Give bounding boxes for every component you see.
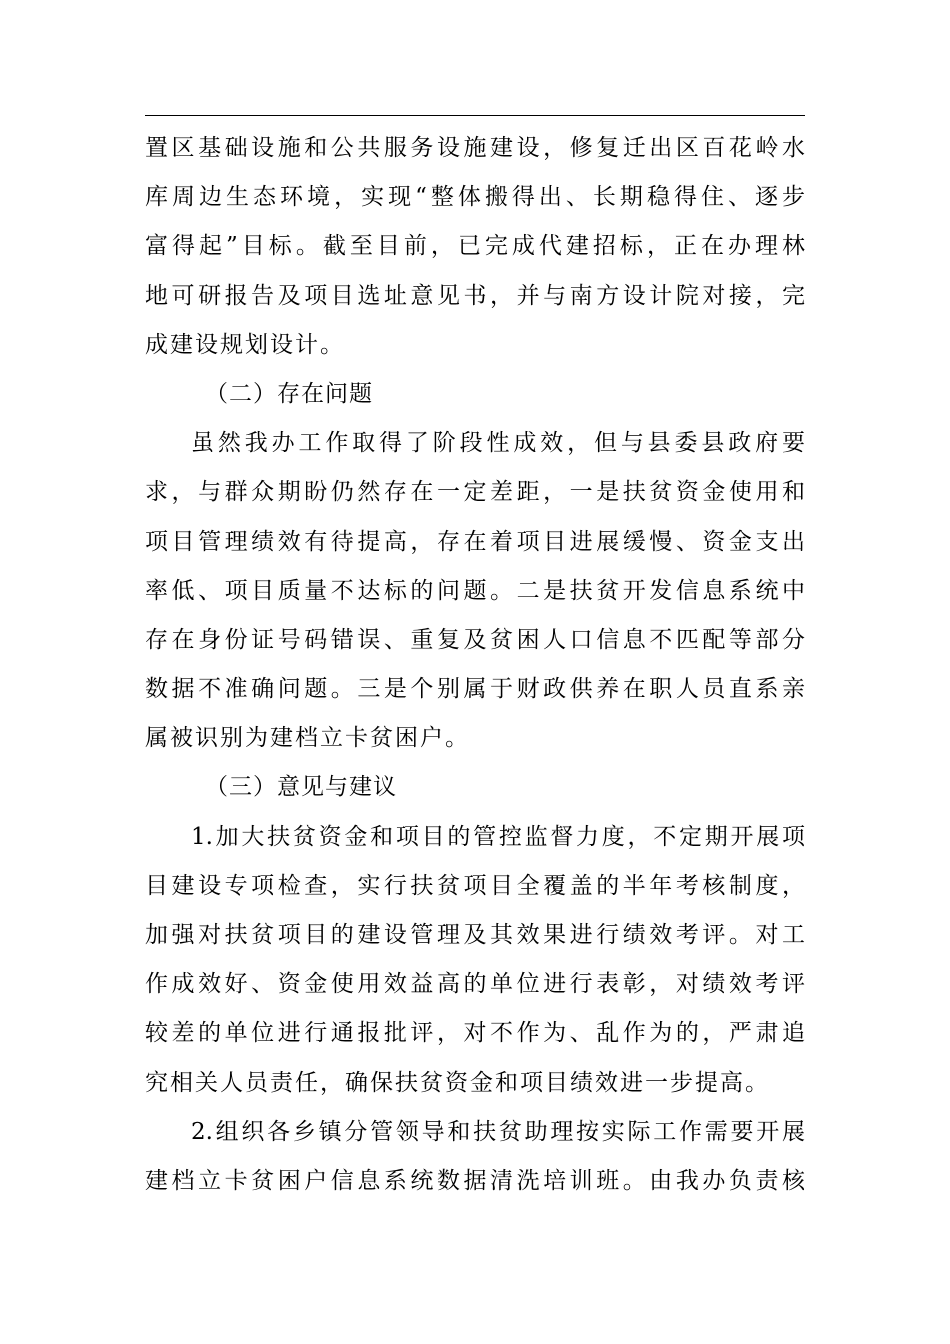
text-line: 置区基础设施和公共服务设施建设，修复迁出区百花岭水 bbox=[145, 135, 805, 161]
text-line: 数据不准确问题。三是个别属于财政供养在职人员直系亲 bbox=[145, 676, 805, 703]
text-line: 较差的单位进行通报批评，对不作为、乱作为的，严肃追 bbox=[145, 1020, 805, 1047]
text-line: 2.组织各乡镇分管领导和扶贫助理按实际工作需要开展 bbox=[191, 1118, 805, 1145]
body-text bbox=[145, 124, 805, 1206]
text-line: 目建设专项检查，实行扶贫项目全覆盖的半年考核制度， bbox=[145, 872, 805, 899]
text-line: 属被识别为建档立卡贫困户。 bbox=[145, 725, 470, 752]
text-line: 库周边生态环境，实现“整体搬得出、长期稳得住、逐步 bbox=[145, 184, 805, 211]
section-heading-problems: （二）存在问题 bbox=[205, 380, 373, 407]
text-line: 1.加大扶贫资金和项目的管控监督力度，不定期开展项 bbox=[191, 823, 805, 850]
text-line: 究相关人员责任，确保扶贫资金和项目绩效进一步提高。 bbox=[145, 1069, 770, 1096]
text-line: 加强对扶贫项目的建设管理及其效果进行绩效考评。对工 bbox=[145, 922, 805, 948]
text-line: 求，与群众期盼仍然存在一定差距，一是扶贫资金使用和 bbox=[145, 479, 805, 506]
text-line: 项目管理绩效有待提高，存在着项目进展缓慢、资金支出 bbox=[145, 528, 805, 555]
text-line: 建档立卡贫困户信息系统数据清洗培训班。由我办负责核 bbox=[145, 1167, 805, 1194]
header-rule bbox=[145, 115, 805, 116]
text-line: 虽然我办工作取得了阶段性成效，但与县委县政府要 bbox=[191, 430, 805, 457]
text-line: 率低、项目质量不达标的问题。二是扶贫开发信息系统中 bbox=[145, 577, 805, 604]
text-line: 作成效好、资金使用效益高的单位进行表彰，对绩效考评 bbox=[145, 971, 805, 998]
text-line: 成建设规划设计。 bbox=[145, 331, 345, 358]
text-line: 地可研报告及项目选址意见书，并与南方设计院对接，完 bbox=[145, 282, 805, 309]
section-heading-suggestions: （三）意见与建议 bbox=[205, 774, 397, 801]
text-line: 富得起”目标。截至目前，已完成代建招标，正在办理林 bbox=[145, 233, 805, 260]
text-line: 存在身份证号码错误、重复及贫困人口信息不匹配等部分 bbox=[145, 626, 805, 653]
